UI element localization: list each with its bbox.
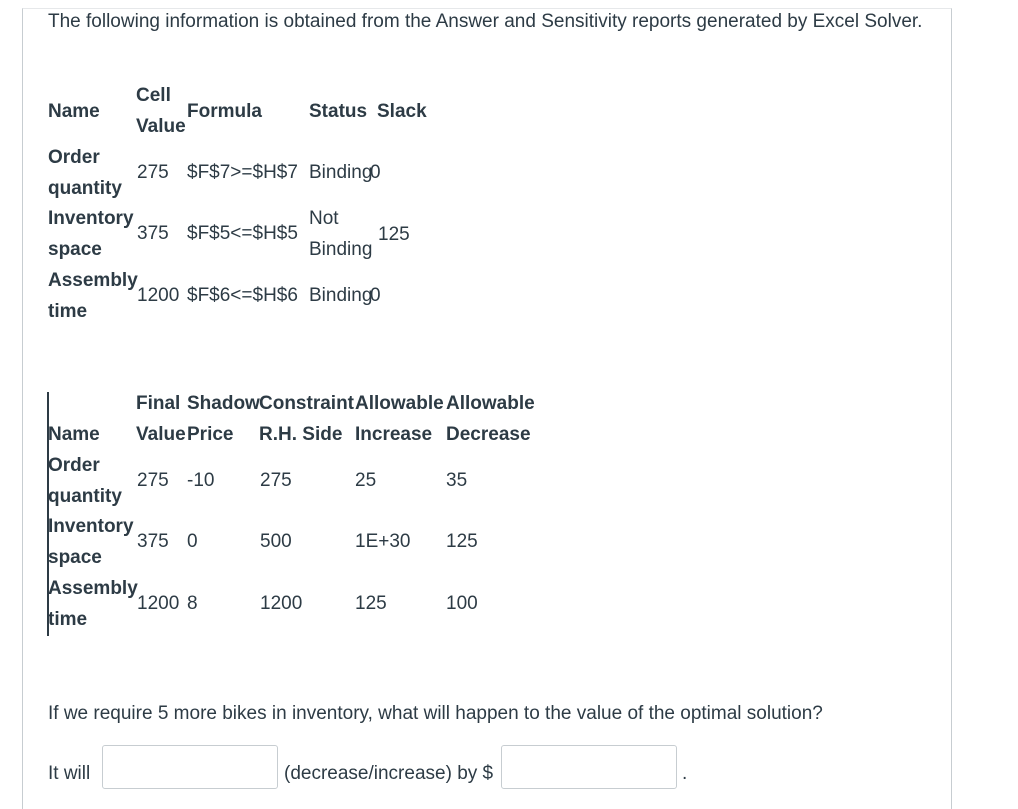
cell-rhs: 1200: [260, 593, 303, 614]
cell-status: Not: [309, 208, 339, 229]
cell-value: 1200: [137, 285, 180, 306]
row-name: quantity: [48, 178, 122, 199]
cell-final: 1200: [137, 593, 180, 614]
header-increase: Increase: [355, 424, 433, 445]
row-name: space: [48, 547, 102, 568]
cell-final: 275: [137, 470, 169, 491]
header-name: Name: [48, 424, 100, 445]
cell-slack: 0: [370, 285, 381, 306]
header-name: Name: [48, 101, 100, 122]
header-price: Price: [187, 424, 234, 445]
intro-text: The following information is obtained from the Answer and Sensitivity reports generated by Excel Solver.: [48, 11, 923, 32]
header-decrease: Allowable: [446, 393, 535, 414]
header-value: Value: [136, 424, 186, 445]
header-constraint: Constraint: [259, 393, 354, 414]
header-decrease: Decrease: [446, 424, 531, 445]
row-name: space: [48, 239, 102, 260]
cell-shadow: 0: [187, 531, 198, 552]
header-final: Final: [136, 393, 181, 414]
cell-decrease: 125: [446, 531, 478, 552]
cell-value: 375: [137, 223, 169, 244]
cell-decrease: 35: [446, 470, 468, 491]
answer-suffix: .: [682, 763, 688, 784]
row-name: Assembly: [48, 578, 138, 599]
header-status: Status: [309, 101, 368, 122]
cell-increase: 125: [355, 593, 387, 614]
cell-status: Binding: [309, 285, 373, 306]
row-name: Inventory: [48, 516, 134, 537]
header-slack: Slack: [377, 101, 427, 122]
question-text: If we require 5 more bikes in inventory, what will happen to the value of the optimal solution?: [48, 703, 823, 724]
answer-middle: (decrease/increase) by $: [284, 763, 494, 784]
row-name: quantity: [48, 486, 122, 507]
cell-status: Binding: [309, 239, 373, 260]
cell-slack: 125: [378, 224, 410, 245]
cell-shadow: 8: [187, 593, 198, 614]
cell-final: 375: [137, 531, 169, 552]
row-name: time: [48, 301, 88, 322]
header-increase: Allowable: [355, 393, 444, 414]
cell-shadow: -10: [187, 470, 215, 491]
cell-rhs: 275: [260, 470, 292, 491]
cell-increase: 1E+30: [355, 531, 411, 552]
row-name: time: [48, 609, 88, 630]
row-name: Assembly: [48, 270, 138, 291]
row-name: Order: [48, 455, 100, 476]
header-shadow: Shadow: [187, 393, 260, 414]
row-name: Order: [48, 147, 100, 168]
direction-input[interactable]: [102, 745, 278, 789]
amount-input[interactable]: [501, 745, 677, 789]
row-name: Inventory: [48, 208, 134, 229]
cell-formula: $F$5<=$H$5: [187, 223, 298, 244]
cell-increase: 25: [355, 470, 377, 491]
cell-slack: 0: [370, 162, 381, 183]
cell-rhs: 500: [260, 531, 292, 552]
cell-decrease: 100: [446, 593, 478, 614]
cell-value: 275: [137, 162, 169, 183]
cell-formula: $F$6<=$H$6: [187, 285, 298, 306]
header-cell: Cell: [136, 85, 171, 106]
header-rhs: R.H. Side: [259, 424, 343, 445]
answer-prefix: It will: [48, 763, 91, 784]
cell-status: Binding: [309, 162, 373, 183]
cell-formula: $F$7>=$H$7: [187, 162, 298, 183]
header-formula: Formula: [187, 101, 262, 122]
header-value: Value: [136, 116, 186, 137]
